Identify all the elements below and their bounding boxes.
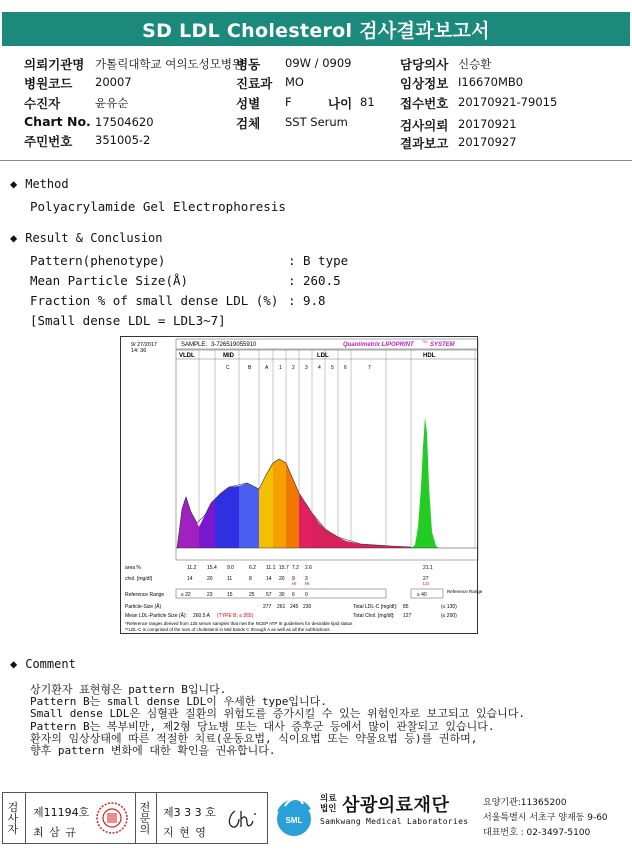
band-letter: 3 bbox=[305, 365, 308, 371]
ref-value: 6 bbox=[292, 592, 295, 598]
ldl-label: LDL bbox=[317, 353, 329, 359]
chol-value: 14 bbox=[266, 576, 272, 582]
info-value: 20170921-79015 bbox=[458, 95, 558, 109]
method-heading-text: Method bbox=[25, 177, 69, 191]
chol-value: 3 bbox=[305, 576, 308, 582]
band-letter: 6 bbox=[344, 365, 347, 371]
comment-line: Small dense LDL은 심혈관 질환의 위험도를 증가시킬 수 있는 위험인자로 보고되고 있습니다. bbox=[30, 707, 525, 721]
contact-line: 대표번호 : 02-3497-5100 bbox=[483, 828, 591, 838]
logo-main: 삼광의료재단 bbox=[342, 795, 450, 816]
result-note: [Small dense LDL = LDL3~7] bbox=[30, 313, 226, 328]
examiner-title-char: 사 bbox=[7, 812, 19, 825]
info-label: 임상정보 bbox=[400, 76, 449, 91]
report-title: SD LDL Cholesterol 검사결과보고서 bbox=[142, 19, 490, 42]
comment-line: Pattern B는 small dense LDL이 우세한 type입니다. bbox=[30, 695, 327, 709]
particle-size: 277 bbox=[263, 604, 272, 610]
ref-box-right bbox=[411, 589, 443, 598]
lipoprint-chart-svg bbox=[121, 337, 483, 633]
result-value: 9.8 bbox=[303, 293, 326, 308]
row-label-size: Particle-Size (Å) bbox=[125, 604, 162, 610]
chol-value: 27 bbox=[423, 576, 429, 582]
electropherogram-band bbox=[199, 499, 215, 548]
electropherogram-band bbox=[286, 463, 299, 548]
total-ldl-value: 85 bbox=[403, 604, 409, 610]
brand-name: Quantimetrix LIPOPRINT bbox=[343, 342, 414, 348]
result-heading bbox=[10, 231, 163, 245]
info-label: 결과보고 bbox=[400, 136, 449, 151]
info-label: Chart No. bbox=[24, 114, 91, 129]
signature-box bbox=[2, 792, 268, 844]
method-text: Polyacrylamide Gel Electrophoresis bbox=[30, 199, 286, 214]
result-sep: : bbox=[288, 253, 296, 268]
examiner-license: 제11194호 bbox=[33, 806, 90, 819]
band-letter: 4 bbox=[318, 365, 321, 371]
info-value: 17504620 bbox=[95, 115, 154, 129]
band-letters bbox=[226, 365, 371, 371]
row-label-mean: Mean LDL-Particle Size (Å): bbox=[125, 613, 187, 619]
ref-value: 23 bbox=[207, 592, 213, 598]
particle-size: 245 bbox=[290, 604, 299, 610]
logo-small-text bbox=[320, 794, 336, 814]
info-label: 진료과 bbox=[236, 76, 273, 91]
flag-hi: HI bbox=[305, 581, 310, 586]
band-letter: 5 bbox=[331, 365, 334, 371]
ref-value: 15 bbox=[227, 592, 233, 598]
specialist-title-char: 의 bbox=[139, 823, 151, 836]
comment-line: 상기환자 표현형은 pattern B입니다. bbox=[30, 683, 227, 696]
info-value: 윤유순 bbox=[95, 96, 129, 110]
lipoprint-chart bbox=[120, 336, 483, 634]
area-value: 15.7 bbox=[279, 565, 289, 571]
chart-time: 14: 36 bbox=[131, 348, 147, 354]
logo-badge: SML bbox=[285, 816, 303, 825]
info-label: 검사의뢰 bbox=[400, 118, 449, 133]
info-label: 담당의사 bbox=[400, 57, 449, 72]
logo-english: Samkwang Medical Laboratories bbox=[320, 817, 469, 826]
info-value: 20007 bbox=[95, 75, 132, 89]
chol-value: 20 bbox=[279, 576, 285, 582]
info-label: 병원코드 bbox=[24, 76, 73, 91]
flag-lo: LO bbox=[423, 581, 430, 586]
foot-note-2: **LDL-C is comprised of the sum of cholesterol in Mid bands C through A as well as all the subfractions bbox=[125, 627, 330, 632]
electropherogram-band bbox=[273, 459, 286, 548]
result-heading-text: Result & Conclusion bbox=[25, 231, 163, 245]
report-title-bar bbox=[2, 12, 630, 46]
total-chol-value: 127 bbox=[403, 613, 412, 619]
row-label-ref: Reference Range bbox=[125, 592, 165, 598]
info-label: 수진자 bbox=[24, 96, 61, 111]
comment-line: 환자의 임상상태에 따른 적절한 치료(운동요법, 식이요법 또는 약물요법 등)를 권하며, bbox=[30, 731, 478, 745]
band-letter: 2 bbox=[292, 365, 295, 371]
electropherogram-band bbox=[299, 493, 312, 548]
chol-value: 20 bbox=[207, 576, 213, 582]
info-value: 81 bbox=[360, 95, 375, 109]
ref-value: 57 bbox=[266, 592, 272, 598]
chol-value: 14 bbox=[187, 576, 193, 582]
electropherogram-band bbox=[239, 483, 259, 548]
total-ldl-ref: (≤ 130) bbox=[441, 604, 457, 610]
ref-value: ≤ 22 bbox=[181, 592, 191, 598]
brand-suffix: SYSTEM bbox=[430, 342, 455, 348]
diamond-bullet-icon: ◆ bbox=[10, 657, 18, 671]
total-chol-label: Total Chol. [mg/dl]: bbox=[353, 613, 395, 619]
band-letter: A bbox=[265, 365, 269, 371]
chart-date: 9/ 27/2017 bbox=[131, 342, 157, 348]
brand-tm: TM bbox=[422, 340, 428, 344]
area-value: 7.2 bbox=[292, 565, 299, 571]
info-label: 성별 bbox=[236, 96, 261, 111]
examiner-name: 최 삼 규 bbox=[33, 826, 77, 839]
row-label-area: area % bbox=[125, 565, 141, 571]
flag-hi: HI bbox=[292, 581, 297, 586]
info-label: 의뢰기관명 bbox=[24, 57, 85, 72]
info-value: F bbox=[285, 95, 292, 109]
comment-line: 향후 pattern 변화에 대한 확인을 권유합니다. bbox=[30, 744, 276, 758]
comment-line: Pattern B는 복부비만, 제2형 당뇨병 또는 대사 증후군 등에서 많이 관찰되고 있습니다. bbox=[30, 719, 495, 733]
comment-heading bbox=[10, 657, 76, 671]
info-value: 20170921 bbox=[458, 117, 517, 131]
contact-line: 요양기관:11365200 bbox=[483, 798, 567, 808]
report-footer bbox=[0, 786, 632, 856]
contact-line: 서울특별시 서초구 양재동 9-60 bbox=[483, 813, 608, 823]
examiner-title-char: 자 bbox=[7, 823, 19, 836]
band-letter: 1 bbox=[279, 365, 282, 371]
vldl-label: VLDL bbox=[179, 353, 195, 359]
result-label: Pattern(phenotype) bbox=[30, 253, 166, 268]
area-value: 2.6 bbox=[305, 565, 312, 571]
specialist-title bbox=[138, 802, 152, 835]
info-value: SST Serum bbox=[285, 115, 348, 129]
hdl-label: HDL bbox=[423, 353, 436, 359]
chol-value: 11 bbox=[227, 576, 233, 582]
particle-size: 230 bbox=[303, 604, 312, 610]
info-value: 신승환 bbox=[458, 57, 492, 71]
sample-id: 3-726519055910 bbox=[211, 342, 257, 348]
logo-small-line: 의료 bbox=[320, 794, 337, 804]
info-value: 09W / 0909 bbox=[285, 56, 352, 70]
ref-value: ≥ 40 bbox=[417, 592, 427, 598]
info-value: I16670MB0 bbox=[458, 75, 524, 89]
info-value: 20170927 bbox=[458, 135, 517, 149]
logo-small-line: 법인 bbox=[320, 804, 337, 814]
specialist-license: 제3 3 3 호 bbox=[163, 806, 216, 819]
mid-label: MID bbox=[223, 353, 234, 359]
sml-logo-icon bbox=[271, 792, 317, 838]
result-value: 260.5 bbox=[303, 273, 341, 288]
method-heading bbox=[10, 177, 69, 191]
specialist-title-char: 문 bbox=[139, 812, 151, 825]
specialist-title-char: 전 bbox=[139, 801, 151, 814]
band-letter: 7 bbox=[368, 365, 371, 371]
info-value: 가톨릭대학교 여의도성모병원 bbox=[95, 57, 244, 71]
chol-value: 9 bbox=[292, 576, 295, 582]
sample-label: SAMPLE: bbox=[181, 342, 208, 348]
area-value: 11.2 bbox=[187, 565, 197, 571]
electropherogram-band bbox=[411, 417, 439, 548]
total-ldl-label: Total LDL-C [mg/dl]: bbox=[353, 604, 398, 610]
area-value: 11.1 bbox=[266, 565, 276, 571]
info-label: 검체 bbox=[236, 116, 261, 131]
specialist-signature-icon bbox=[225, 807, 261, 833]
ref-value: 0 bbox=[305, 592, 308, 598]
area-value: 9.0 bbox=[227, 565, 234, 571]
band-letter: C bbox=[226, 365, 230, 371]
specialist-name: 지 현 영 bbox=[163, 826, 207, 839]
band-letter: B bbox=[248, 365, 252, 371]
result-label: Fraction % of small dense LDL (%) bbox=[30, 293, 279, 308]
info-label: 병동 bbox=[236, 57, 261, 72]
info-label: 주민번호 bbox=[24, 134, 73, 149]
row-label-chol: chol. [mg/dl] bbox=[125, 576, 152, 582]
examiner-title bbox=[6, 802, 20, 835]
patient-info bbox=[0, 52, 632, 152]
comment-body bbox=[30, 684, 525, 757]
contact-info bbox=[483, 796, 608, 841]
examiner-seal-icon bbox=[95, 801, 129, 835]
comment-heading-text: Comment bbox=[25, 657, 76, 671]
result-label: Mean Particle Size(Å) bbox=[30, 273, 189, 288]
mean-size-value: 260.5 A bbox=[193, 613, 210, 619]
info-value: MO bbox=[285, 75, 304, 89]
ref-right-label: Reference Range bbox=[447, 589, 483, 594]
diamond-bullet-icon: ◆ bbox=[10, 231, 18, 245]
total-chol-ref: (≤ 200) bbox=[441, 613, 457, 619]
electropherogram bbox=[176, 417, 478, 548]
diamond-bullet-icon: ◆ bbox=[10, 177, 18, 191]
area-value: 21.1 bbox=[423, 565, 433, 571]
result-sep: : bbox=[288, 293, 296, 308]
foot-note-1: *Reference ranges derived from 125 serum samples that met the NCEP ATP III guidelines for desirable lipid status bbox=[125, 621, 353, 626]
result-sep: : bbox=[288, 273, 296, 288]
info-label: 접수번호 bbox=[400, 96, 449, 111]
result-value: B type bbox=[303, 253, 349, 268]
info-label: 나이 bbox=[328, 96, 353, 111]
area-value: 15.4 bbox=[207, 565, 217, 571]
ref-value: 30 bbox=[279, 592, 285, 598]
area-value: 6.2 bbox=[249, 565, 256, 571]
chol-value: 8 bbox=[249, 576, 252, 582]
mean-size-type: (TYPE B; ≤ 265) bbox=[217, 613, 254, 619]
examiner-title-char: 검 bbox=[7, 801, 19, 814]
info-value: 351005-2 bbox=[95, 133, 151, 147]
particle-size: 261 bbox=[277, 604, 286, 610]
ref-value: 25 bbox=[249, 592, 255, 598]
header-divider bbox=[0, 160, 632, 161]
